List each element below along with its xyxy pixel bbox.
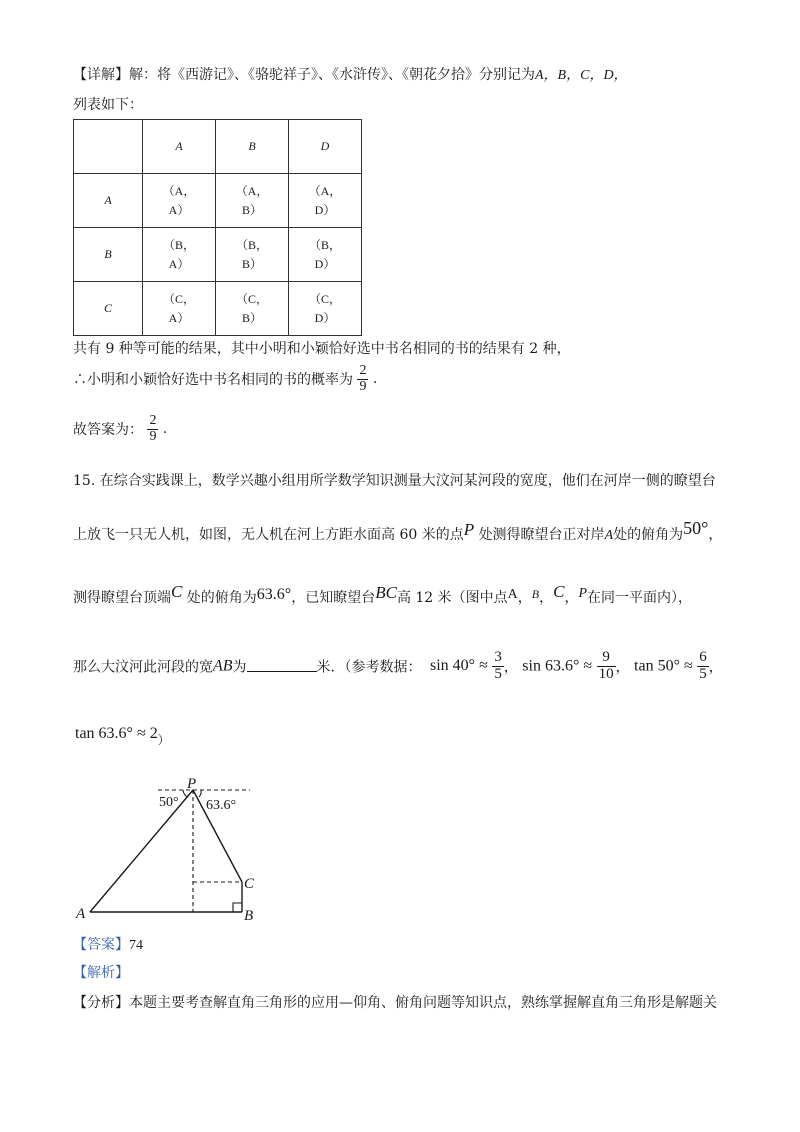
- right-angle-mark: [233, 903, 242, 912]
- table-col-header: B: [216, 120, 289, 174]
- fenxi-tag: 【分析】: [73, 995, 129, 1011]
- table-col-header: D: [289, 120, 362, 174]
- ref1-fraction: $\frac{3}{5}$: [494, 649, 502, 682]
- q15-line2: 上放飞一只无人机，如图，无人机在河上方距水面高 60 米的点P 处测得瞭望台正对岸A处的俯角为50°，: [73, 518, 723, 543]
- table-intro: 列表如下：: [73, 97, 143, 113]
- table-cell: （A， B）: [216, 174, 289, 228]
- table-cell: （C， A）: [143, 282, 216, 336]
- q15-line3: 测得瞭望台顶端C 处的俯角为63.6°，已知瞭望台BC高 12 米（图中点A，B，C，P在同一平面内），: [73, 582, 693, 606]
- answer-line: 故答案为： $\frac{2}{9}$ .: [73, 413, 168, 444]
- angle-arc-right: [199, 790, 201, 797]
- probability-fraction: $\frac{2}{9}$: [359, 363, 367, 394]
- answer-tag: 【答案】: [73, 937, 129, 953]
- fenxi-line: [73, 992, 717, 1012]
- answer-fraction: $\frac{2}{9}$: [149, 413, 157, 444]
- fenxi-text: 本题主要考查解直角三角形的应用—仰角、俯角问题等知识点，熟练掌握解直角三角形是解题关: [129, 995, 717, 1011]
- detail-tag: 【详解】: [73, 67, 129, 83]
- q15-line4: 那么大汶河此河段的宽AB为 米．（参考数据： sin 40° ≈ $\frac{3}{5}$ ， sin 63.6° ≈ $\frac{9}{10}$ ， tan 50° ≈ $\frac{6}{5}$ ，: [73, 649, 723, 682]
- table-col-header: A: [143, 120, 216, 174]
- q15-line1: 15. 在综合实践课上，数学兴趣小组用所学数学知识测量大汶河某河段的宽度，他们在河岸一侧的瞭望台: [73, 473, 716, 489]
- label-C: C: [244, 876, 255, 892]
- label-A: A: [76, 906, 86, 922]
- table-cell: （A， D）: [289, 174, 362, 228]
- table-row-header: C: [74, 282, 143, 336]
- ref3-fraction: $\frac{6}{5}$: [699, 649, 707, 682]
- detail-vars: A，B，C，D，: [535, 68, 628, 83]
- table-cell: （C， B）: [216, 282, 289, 336]
- detail-text: 解：将《西游记》、《骆驼祥子》、《水浒传》、《朝花夕拾》分别记为: [129, 67, 535, 83]
- label-P: P: [187, 776, 197, 792]
- table-cell: （B， B）: [216, 228, 289, 282]
- table-row-header: A: [74, 174, 143, 228]
- table-cell: （A， A）: [143, 174, 216, 228]
- answer-value: 74: [129, 938, 143, 953]
- answer-row: [73, 934, 143, 954]
- table-row-header: B: [74, 228, 143, 282]
- q15-line5: tan 63.6° ≈ 2）: [75, 725, 170, 747]
- angle-label-right: 63.6°: [206, 798, 237, 813]
- table-cell: （B， D）: [289, 228, 362, 282]
- result-line: 共有 9 种等可能的结果，其中小明和小颖恰好选中书名相同的书的结果有 2 种，: [73, 341, 571, 357]
- ref2-fraction: $\frac{9}{10}$: [598, 649, 614, 682]
- angle-label-left: 50°: [159, 795, 179, 810]
- probability-line: ∴小明和小颖恰好选中书名相同的书的概率为 $\frac{2}{9}$ .: [73, 363, 378, 394]
- label-B: B: [244, 908, 254, 924]
- analysis-tag: 【解析】: [73, 965, 129, 981]
- table-cell: （B， A）: [143, 228, 216, 282]
- table-cell: （C， D）: [289, 282, 362, 336]
